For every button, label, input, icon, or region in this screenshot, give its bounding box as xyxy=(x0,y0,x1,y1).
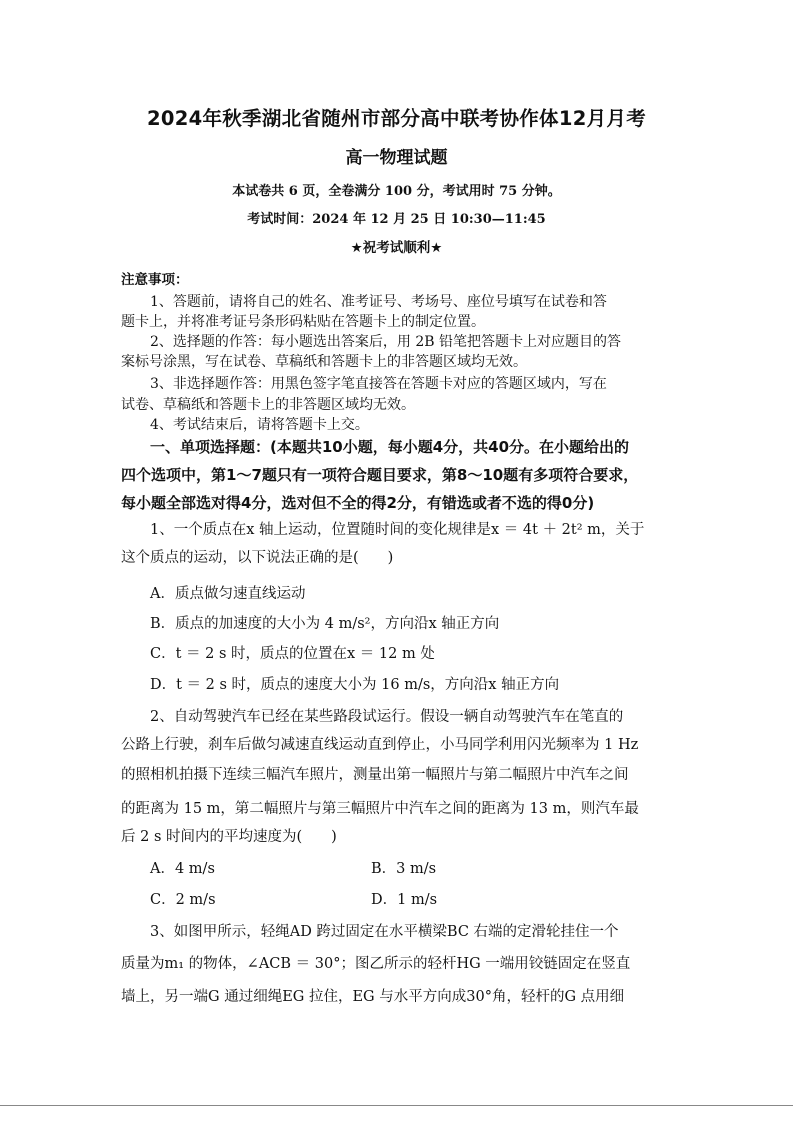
notice-line: 题卡上，并将准考证号条形码粘贴在答题卡上的制定位置。 xyxy=(121,314,485,330)
exam-title: 2024年秋季湖北省随州市部分高中联考协作体12月月考 xyxy=(146,107,646,130)
exam-info-pages: 本试卷共 6 页，全卷满分 100 分，考试用时 75 分钟。 xyxy=(232,184,561,199)
section-heading-line: 一、单项选择题：(本题共10小题，每小题4分，共40分。在小题给出的 xyxy=(150,438,630,456)
section-heading-line: 每小题全部选对得4分，选对但不全的得2分，有错选或者不选的得0分) xyxy=(121,494,595,512)
exam-subtitle: 高一物理试题 xyxy=(345,148,448,168)
page-bottom-divider xyxy=(0,1105,793,1106)
question-1-stem: 1、一个质点在x 轴上运动，位置随时间的变化规律是x ＝ 4t ＋ 2t² m，关于 xyxy=(150,522,645,538)
notice-heading: 注意事项： xyxy=(121,272,189,288)
notice-line: 4、考试结束后，请将答题卡上交。 xyxy=(150,417,369,433)
question-1-option-c: C．t ＝ 2 s 时，质点的位置在x ＝ 12 m 处 xyxy=(150,646,435,662)
question-1-stem: 这个质点的运动，以下说法正确的是( ) xyxy=(121,550,394,566)
question-3-stem: 墙上，另一端G 通过细绳EG 拉住，EG 与水平方向成30°角，轻杆的G 点用细 xyxy=(121,989,625,1005)
good-luck-banner: ★祝考试顺利★ xyxy=(350,240,443,256)
question-1-option-a: A．质点做匀速直线运动 xyxy=(150,586,306,602)
question-1-option-d: D．t ＝ 2 s 时，质点的速度大小为 16 m/s，方向沿x 轴正方向 xyxy=(150,677,560,693)
notice-line: 3、非选择题作答：用黑色签字笔直接答在答题卡对应的答题区域内，写在 xyxy=(150,376,607,392)
question-3-stem: 质量为m₁ 的物体，∠ACB ＝ 30°；图乙所示的轻杆HG 一端用铰链固定在竖直 xyxy=(121,956,631,972)
question-2-stem: 2、自动驾驶汽车已经在某些路段试运行。假设一辆自动驾驶汽车在笔直的 xyxy=(150,709,624,725)
notice-line: 试卷、草稿纸和答题卡上的非答题区域均无效。 xyxy=(121,397,415,413)
notice-line: 2、选择题的作答：每小题选出答案后，用 2B 铅笔把答题卡上对应题目的答 xyxy=(150,334,622,350)
question-2-option-d: D．1 m/s xyxy=(371,892,438,908)
notice-line: 1、答题前，请将自己的姓名、准考证号、考场号、座位号填写在试卷和答 xyxy=(150,294,607,310)
question-2-option-c: C．2 m/s xyxy=(150,892,216,908)
question-2-option-b: B．3 m/s xyxy=(371,861,437,877)
notice-line: 案标号涂黑，写在试卷、草稿纸和答题卡上的非答题区域均无效。 xyxy=(121,354,527,370)
question-2-stem: 的照相机拍摄下连续三幅汽车照片，测量出第一幅照片与第二幅照片中汽车之间 xyxy=(121,767,629,783)
question-2-stem: 后 2 s 时间内的平均速度为( ) xyxy=(121,829,337,845)
exam-info-time: 考试时间：2024 年 12 月 25 日 10:30—11:45 xyxy=(247,212,546,227)
section-heading-line: 四个选项中，第1～7题只有一项符合题目要求，第8～10题有多项符合要求， xyxy=(121,466,639,484)
question-2-stem: 公路上行驶，刹车后做匀减速直线运动直到停止，小马同学利用闪光频率为 1 Hz xyxy=(121,737,639,753)
question-3-stem: 3、如图甲所示，轻绳AD 跨过固定在水平横梁BC 右端的定滑轮挂住一个 xyxy=(150,924,619,940)
question-2-stem: 的距离为 15 m，第二幅照片与第三幅照片中汽车之间的距离为 13 m，则汽车最 xyxy=(121,801,639,817)
question-1-option-b: B．质点的加速度的大小为 4 m/s²，方向沿x 轴正方向 xyxy=(150,616,500,632)
question-2-option-a: A．4 m/s xyxy=(150,861,215,877)
